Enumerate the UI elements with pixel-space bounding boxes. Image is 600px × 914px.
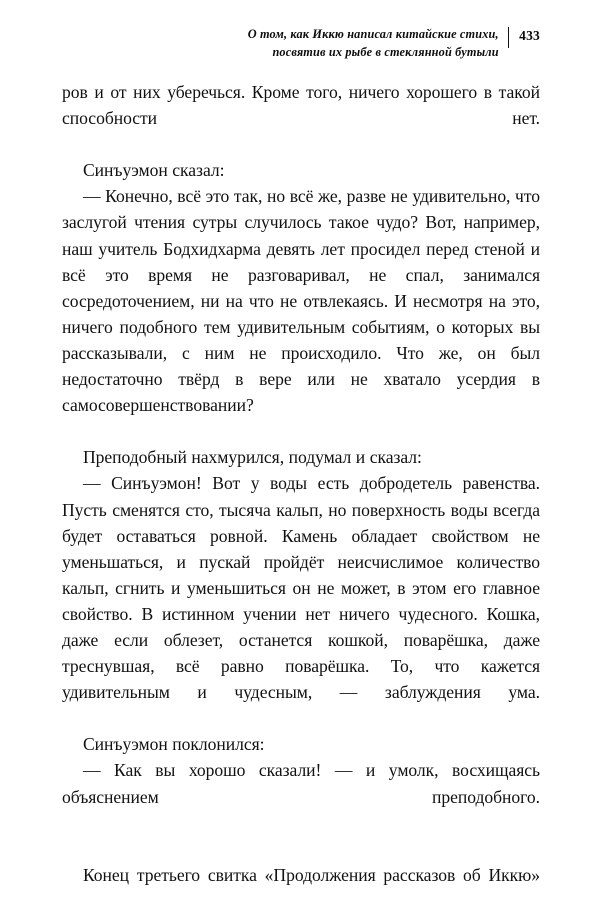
paragraph-continuation: ров и от них уберечься. Кроме того, ничего хорошего в такой способности нет. xyxy=(62,82,540,129)
paragraph-scroll-colophon: Конец третьего свитка «Продолжения рассказов об Иккю» xyxy=(83,864,540,885)
running-head-title-line-1: О том, как Иккю написал китайские стихи, xyxy=(247,27,499,41)
running-head-separator-rule xyxy=(508,27,509,48)
paragraph-dialogue-shinuemon-question: — Конечно, всё это так, но всё же, разве не удивительно, что заслугой чтения сутры случилось такое чудо? Вот, например, наш учитель Бодхидхарма девять лет просидел перед стеной и всё это время не разговаривал, не спал, занимался сосредоточением, ни на что не отвлекаясь. И несмотря на это, ничего подобного тем удивительным событиям, о которых вы рассказывали, с ним не происходило. Что же, он был недостаточно твёрд в вере или не хватало усердия в самосовершенствовании? xyxy=(62,186,540,416)
paragraph-dialogue-praise: — Как вы хорошо сказали! — и умолк, восхищаясь объяснением преподобного. xyxy=(62,760,540,807)
page-number: 433 xyxy=(519,28,540,43)
running-head xyxy=(62,22,540,66)
running-head-title xyxy=(248,22,499,61)
paragraph-dialogue-cue: Синъуэмон сказал: xyxy=(83,160,225,181)
body-text-block xyxy=(62,79,540,914)
running-head-title-line-2: посвятив их рыбе в стеклянной бутыли xyxy=(272,45,499,59)
paragraph-dialogue-priest-answer: — Синъуэмон! Вот у воды есть добродетель равенства. Пусть сменятся сто, тысяча кальп, но поверхность воды всегда будет оставаться ровной. Камень обладает свойством не уменьшаться, и пускай пройдёт неисчислимое количество кальп, сгнить и уменьшиться он не может, в этом его главное свойство. В истинном учении нет ничего чудесного. Кошка, даже если облезет, останется кошкой, поварёшка, даже треснувшая, всё равно поварёшка. То, что кажется удивительным и чудесным, — заблуждения ума. xyxy=(62,473,540,703)
paragraph-narration-bow: Синъуэмон поклонился: xyxy=(83,734,265,755)
paragraph-narration-priest: Преподобный нахмурился, подумал и сказал: xyxy=(83,447,422,468)
